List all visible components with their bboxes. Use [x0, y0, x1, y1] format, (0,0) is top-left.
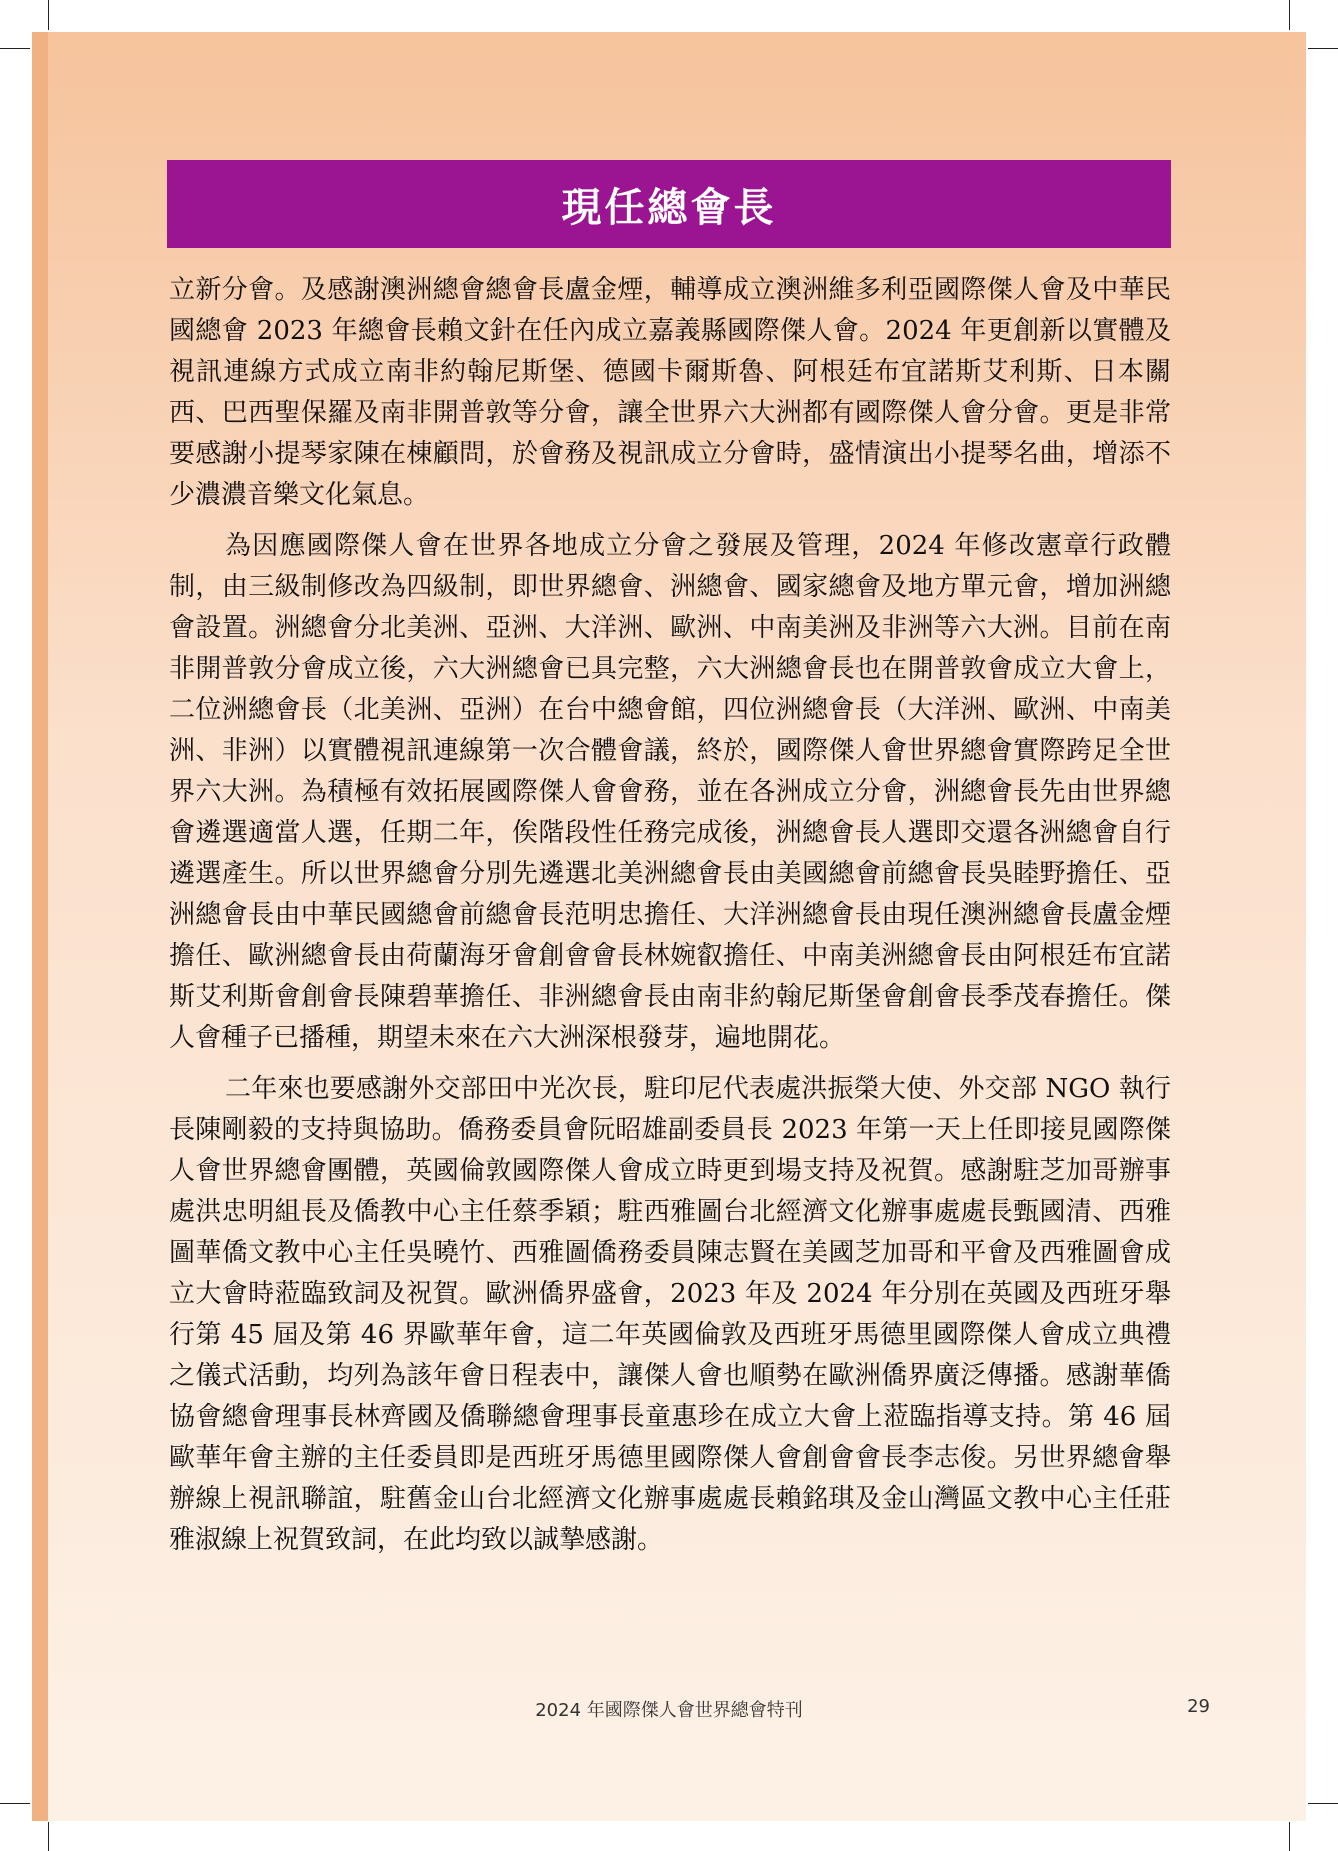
page-title: 現任總會長 [561, 184, 777, 231]
crop-mark-bottom-right-h [1308, 1803, 1338, 1804]
crop-mark-top-left-v [48, 0, 49, 30]
paragraph-2: 為因應國際傑人會在世界各地成立分會之發展及管理，2024 年修改憲章行政體制，由三級制修改為四級制，即世界總會、洲總會、國家總會及地方單元會，增加洲總會設置。洲總會分北美洲、亞洲、大洋洲、歐洲、中南美洲及非洲等六大洲。目前在南非開普敦分會成立後，六大洲總會已具完整，六大洲總會長也在開普敦會成立大會上，二位洲總會長（北美洲、亞洲）在台中總會館，四位洲總會長（大洋洲、歐洲、中南美洲、非洲）以實體視訊連線第一次合體會議，終於，國際傑人會世界總會實際跨足全世界六大洲。為積極有效拓展國際傑人會會務，並在各洲成立分會，洲總會長先由世界總會遴選適當人選，任期二年，俟階段性任務完成後，洲總會長人選即交還各洲總會自行遴選產生。所以世界總會分別先遴選北美洲總會長由美國總會前總會長吳睦野擔任、亞洲總會長由中華民國總會前總會長范明忠擔任、大洋洲總會長由現任澳洲總會長盧金煙擔任、歐洲總會長由荷蘭海牙會創會會長林婉叡擔任、中南美洲總會長由阿根廷布宜諾斯艾利斯會創會長陳碧華擔任、非洲總會長由南非約翰尼斯堡會創會長季茂春擔任。傑人會種子已播種，期望未來在六大洲深根發芽，遍地開花。 [169, 531, 1171, 1053]
paragraph-3: 二年來也要感謝外交部田中光次長，駐印尼代表處洪振榮大使、外交部 NGO 執行長陳剛毅的支持與協助。僑務委員會阮昭雄副委員長 2023 年第一天上任即接見國際傑人會世界總會團體，英國倫敦國際傑人會成立時更到場支持及祝賀。感謝駐芝加哥辦事處洪忠明組長及僑教中心主任蔡季穎；駐西雅圖台北經濟文化辦事處處長甄國清、西雅圖華僑文教中心主任吳曉竹、西雅圖僑務委員陳志賢在美國芝加哥和平會及西雅圖會成立大會時蒞臨致詞及祝賀。歐洲僑界盛會，2023 年及 2024 年分別在英國及西班牙舉行第 45 屆及第 46 界歐華年會，這二年英國倫敦及西班牙馬德里國際傑人會成立典禮之儀式活動，均列為該年會日程表中，讓傑人會也順勢在歐洲僑界廣泛傳播。感謝華僑協會總會理事長林齊國及僑聯總會理事長童惠珍在成立大會上蒞臨指導支持。第 46 屆歐華年會主辦的主任委員即是西班牙馬德里國際傑人會創會會長李志俊。另世界總會舉辦線上視訊聯誼，駐舊金山台北經濟文化辦事處處長賴銘琪及金山灣區文教中心主任莊雅淑線上祝賀致詞，在此均致以誠摯感謝。 [169, 1074, 1171, 1555]
crop-mark-top-right-h [1308, 48, 1338, 49]
crop-mark-bottom-left-h [0, 1803, 30, 1804]
crop-mark-bottom-left-v [48, 1822, 49, 1851]
page-edge-strip [32, 32, 48, 1821]
page-number: 29 [1187, 1696, 1210, 1717]
crop-mark-top-left-h [0, 48, 30, 49]
article-body [169, 270, 1171, 1571]
crop-mark-top-right-v [1289, 0, 1290, 30]
crop-mark-bottom-right-v [1289, 1822, 1290, 1851]
title-banner [167, 160, 1171, 248]
paragraph-1: 立新分會。及感謝澳洲總會總會長盧金煙，輔導成立澳洲維多利亞國際傑人會及中華民國總會 2023 年總會長賴文針在任內成立嘉義縣國際傑人會。2024 年更創新以實體及視訊連線方式成立南非約翰尼斯堡、德國卡爾斯魯、阿根廷布宜諾斯艾利斯、日本關西、巴西聖保羅及南非開普敦等分會，讓全世界六大洲都有國際傑人會分會。更是非常要感謝小提琴家陳在棟顧問，於會務及視訊成立分會時，盛情演出小提琴名曲，增添不少濃濃音樂文化氣息。 [169, 275, 1171, 510]
footer-publication-title: 2024 年國際傑人會世界總會特刊 [535, 1700, 803, 1721]
